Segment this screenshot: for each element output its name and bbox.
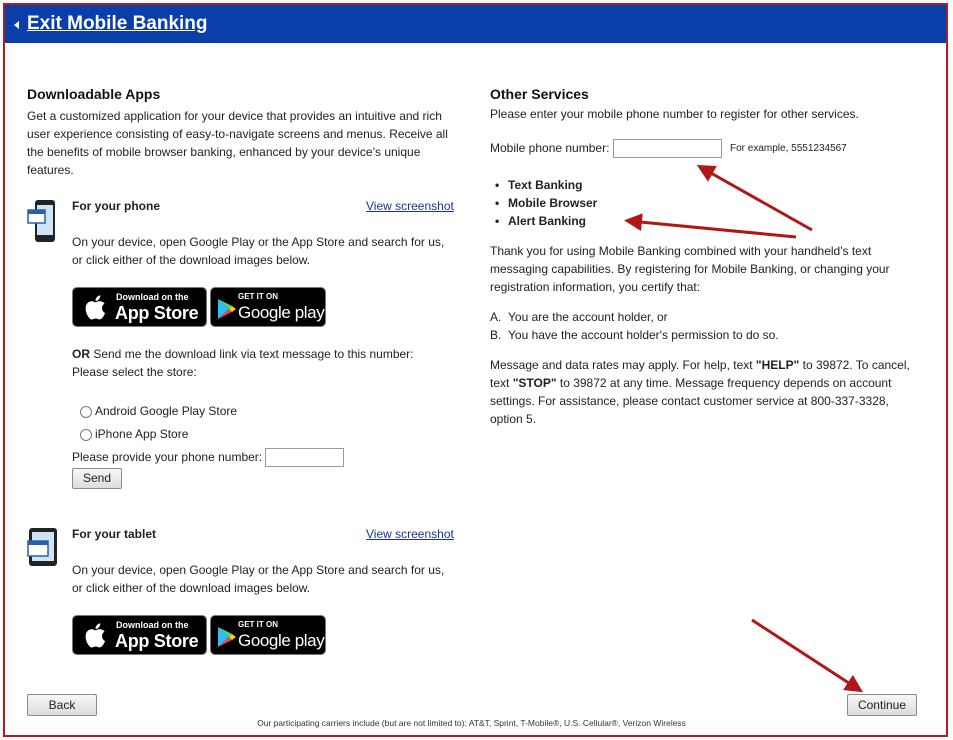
cert-a-marker: A. bbox=[490, 310, 502, 324]
other-services-heading: Other Services bbox=[490, 86, 589, 102]
apps-heading: Downloadable Apps bbox=[27, 86, 161, 102]
phone-number-prompt: Please provide your phone number: bbox=[72, 450, 263, 464]
arrow-to-continue bbox=[752, 620, 858, 689]
continue-button[interactable]: Continue bbox=[847, 694, 917, 716]
phone-section-title: For your phone bbox=[72, 199, 160, 213]
carriers-note: Our participating carriers include (but are not limited to): AT&T, Sprint, T-Mobile®, U.S. Cellular®, Verizon Wireless bbox=[257, 718, 686, 728]
tablet-google-play-badge[interactable]: GET IT ON Google play bbox=[210, 615, 326, 655]
android-store-label[interactable]: Android Google Play Store bbox=[95, 404, 238, 418]
phone-view-screenshot-link[interactable]: View screenshot bbox=[366, 199, 454, 213]
cert-a-text: You are the account holder, or bbox=[508, 310, 668, 324]
tablet-section-title: For your tablet bbox=[72, 527, 157, 541]
select-store-label: Please select the store: bbox=[72, 365, 197, 379]
service-item-mobile-browser: • Mobile Browser bbox=[490, 194, 597, 212]
back-button[interactable]: Back bbox=[27, 694, 97, 716]
cert-b-text: You have the account holder's permission to do so. bbox=[508, 328, 779, 342]
mobile-phone-label: Mobile phone number: bbox=[490, 141, 610, 155]
exit-mobile-banking-link[interactable]: Exit Mobile Banking bbox=[27, 13, 208, 34]
tablet-view-screenshot-link[interactable]: View screenshot bbox=[366, 527, 454, 541]
arrow-to-phone-input bbox=[702, 168, 812, 230]
phone-google-play-badge[interactable]: GET IT ON Google play bbox=[210, 287, 326, 327]
send-button[interactable]: Send bbox=[72, 468, 122, 489]
phone-instructions: On your device, open Google Play or the App Store and search for us, or click either of the download images below. bbox=[72, 235, 445, 267]
message-rates-text: Message and data rates may apply. For help, text "HELP" to 39872. To cancel, text "STOP" to 39872 at any time. Message frequency depends on account settings. For assistance, please contact customer service at 800-337-3328, option 5. bbox=[490, 358, 910, 426]
phone-app-store-badge[interactable]: Download on the App Store bbox=[72, 287, 207, 327]
sms-instructions: OR Send me the download link via text message to this number: bbox=[72, 347, 414, 361]
service-item-alert-banking: • Alert Banking bbox=[490, 212, 597, 230]
other-services-intro: Please enter your mobile phone number to register for other services. bbox=[490, 107, 859, 121]
apps-intro: Get a customized application for your device that provides an intuitive and rich user experience consisting of easy-to-navigate screens and menus. Receive all the benefits of mobile browser banking, enhanced by your device’s unique features. bbox=[27, 109, 448, 177]
terms-intro: Thank you for using Mobile Banking combined with your handheld's text messaging capabilities. By registering for Mobile Banking, or changing your registration information, you certify that: bbox=[490, 244, 890, 294]
cert-b-marker: B. bbox=[490, 328, 502, 342]
arrow-to-services bbox=[630, 221, 796, 237]
service-item-text-banking: • Text Banking bbox=[490, 176, 597, 194]
iphone-store-label[interactable]: iPhone App Store bbox=[95, 427, 189, 441]
phone-example-hint: For example, 5551234567 bbox=[730, 143, 847, 154]
tablet-app-store-badge[interactable]: Download on the App Store bbox=[72, 615, 207, 655]
tablet-instructions: On your device, open Google Play or the App Store and search for us, or click either of the download images below. bbox=[72, 563, 445, 595]
